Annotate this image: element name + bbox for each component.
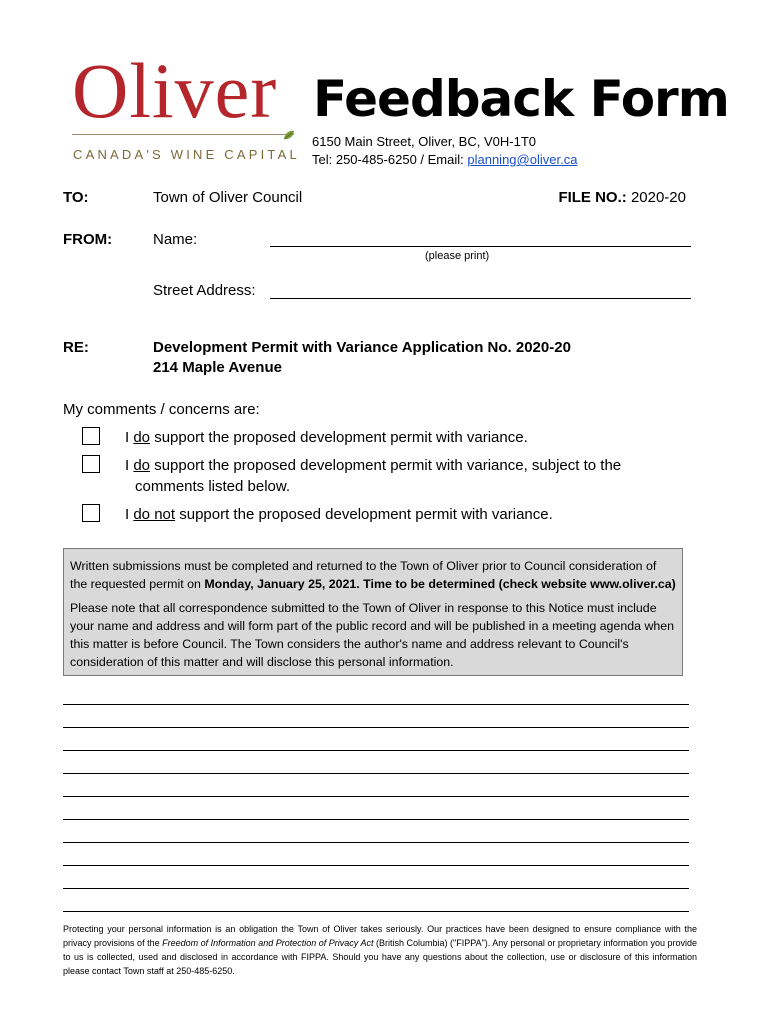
comment-line[interactable] xyxy=(63,750,689,751)
name-hint: (please print) xyxy=(425,250,490,262)
privacy-notice-paragraph: Please note that all correspondence submitted to the Town of Oliver in response to this Notice must include your name and address and will form part of the public record and will be published in a meeting agenda when this matter is before Council. The Town considers the author's name and address relevant to Council's consideration of this matter and will disclose this personal information. xyxy=(70,601,675,669)
from-label: FROM: xyxy=(63,231,113,248)
comment-line[interactable] xyxy=(63,773,689,774)
logo-divider xyxy=(72,134,294,135)
do-not-support-checkbox[interactable] xyxy=(82,504,100,522)
comment-line[interactable] xyxy=(63,911,689,912)
re-label: RE: xyxy=(63,339,89,356)
contact-block xyxy=(312,133,577,169)
file-number xyxy=(558,189,686,206)
re-application: Development Permit with Variance Application No. 2020-20 xyxy=(153,339,571,356)
support-checkbox[interactable] xyxy=(82,427,100,445)
support-option-text: I do support the proposed development permit with variance. xyxy=(125,429,528,446)
logo-tagline: CANADA'S WINE CAPITAL xyxy=(73,147,300,162)
street-address-input-line[interactable] xyxy=(270,298,691,299)
deadline-paragraph: Written submissions must be completed and returned to the Town of Oliver prior to Council consideration of the requested permit on Monday, January 25, 2021. Time to be determined (check website www.oliver.ca) xyxy=(70,559,676,591)
form-title: Feedback Form xyxy=(313,70,729,128)
to-label: TO: xyxy=(63,189,89,206)
file-number-label: FILE NO.: xyxy=(558,189,627,206)
deadline-date: Monday, January 25, 2021. Time to be determined (check website www.oliver.ca) xyxy=(204,577,676,591)
comments-heading: My comments / concerns are: xyxy=(63,401,260,418)
email-link[interactable]: planning@oliver.ca xyxy=(467,152,578,167)
comment-line[interactable] xyxy=(63,727,689,728)
privacy-footer: Protecting your personal information is an obligation the Town of Oliver takes seriously. Our practices have been designed to ensure compliance with the privacy provisions of the Freedom of Information and Protection of Privacy Act (British Columbia) ("FIPPA"). Any personal or proprietary information you provide to us is collected, used and disclosed in accordance with FIPPA. Should you have any questions about the collection, use or disclosure of this information please contact Town staff at 250-485-6250. xyxy=(63,924,697,976)
support-with-conditions-text: I do support the proposed development permit with variance, subject to the comments listed below. xyxy=(125,457,622,495)
phone-text: Tel: 250-485-6250 / Email: xyxy=(312,152,468,167)
fippa-act-name: Freedom of Information and Protection of Privacy Act xyxy=(162,938,374,948)
file-number-value: 2020-20 xyxy=(630,189,686,206)
do-not-support-text: I do not support the proposed development permit with variance. xyxy=(125,506,553,523)
to-value: Town of Oliver Council xyxy=(153,189,303,206)
comment-line[interactable] xyxy=(63,796,689,797)
name-input-line[interactable] xyxy=(270,246,691,247)
phone-email-line xyxy=(312,151,577,169)
street-address-text: 6150 Main Street, Oliver, BC, V0H-1T0 xyxy=(312,134,536,149)
comment-line[interactable] xyxy=(63,888,689,889)
grape-leaf-icon xyxy=(282,128,296,142)
support-with-conditions-checkbox[interactable] xyxy=(82,455,100,473)
comment-line[interactable] xyxy=(63,704,689,705)
submission-notice xyxy=(63,548,683,676)
oliver-logo-wordmark: Oliver xyxy=(72,47,278,134)
comment-line[interactable] xyxy=(63,819,689,820)
comment-line[interactable] xyxy=(63,842,689,843)
comment-line[interactable] xyxy=(63,865,689,866)
street-address-label: Street Address: xyxy=(153,282,256,299)
re-address: 214 Maple Avenue xyxy=(153,359,282,376)
name-label: Name: xyxy=(153,231,198,248)
